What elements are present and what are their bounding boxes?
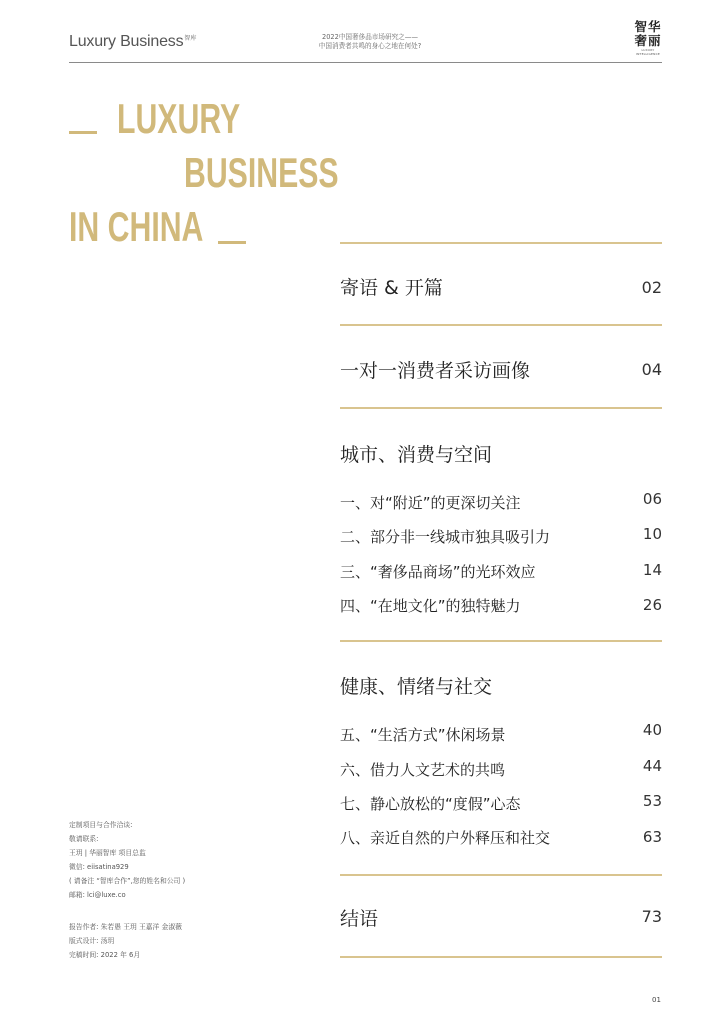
toc-divider xyxy=(340,874,662,876)
toc-item[interactable]: 一、对“附近”的更深切关注 xyxy=(340,494,521,512)
toc-divider xyxy=(340,407,662,409)
toc-item[interactable]: 七、静心放松的“度假”心态 xyxy=(340,795,521,813)
toc-divider xyxy=(340,956,662,958)
contact-credits xyxy=(69,818,185,902)
header-divider xyxy=(69,62,662,63)
toc-page-number: 53 xyxy=(642,792,662,810)
credit-line: 定制项目与合作洽谈: xyxy=(69,821,133,829)
logo-cn-line1: 智华 xyxy=(634,19,662,34)
brand-sub: 智库 xyxy=(184,36,197,42)
report-title-line2: 中国消费者共鸣的身心之地在何处? xyxy=(318,42,422,50)
toc-section-title[interactable]: 结语 xyxy=(340,908,379,930)
toc-page-number: 44 xyxy=(642,757,662,775)
report-title xyxy=(270,33,470,51)
page-number: 01 xyxy=(652,996,661,1004)
hero-dash-left xyxy=(69,131,97,134)
credit-line: 版式设计: 汤玥 xyxy=(69,937,115,945)
brand-name: Luxury Business xyxy=(69,33,184,50)
toc-page-number: 63 xyxy=(642,828,662,846)
report-title-line1: 2022中国奢侈品市场研究之—— xyxy=(322,33,418,41)
toc-item[interactable]: 五、“生活方式”休闲场景 xyxy=(340,726,506,744)
credit-line: 微信: eiisatina929 xyxy=(69,863,129,871)
toc-divider xyxy=(340,242,662,244)
hero-line3: IN CHINA xyxy=(69,203,204,250)
toc-page-number: 40 xyxy=(642,721,662,739)
toc-divider xyxy=(340,640,662,642)
toc-divider xyxy=(340,324,662,326)
toc-page-number: 06 xyxy=(642,490,662,508)
credit-line: 王玥 | 华丽智库 项目总监 xyxy=(69,849,146,857)
toc-section-title[interactable]: 一对一消费者采访画像 xyxy=(340,360,531,382)
logo-en-line1: LUXURY xyxy=(641,48,655,52)
credit-line: 完稿时间: 2022 年 6月 xyxy=(69,951,141,959)
logo-cn-line2: 奢丽 xyxy=(634,33,662,48)
logo-en-line2: INTELLIGENCE xyxy=(636,52,660,56)
toc-item[interactable]: 八、亲近自然的户外释压和社交 xyxy=(340,829,551,847)
publisher-logo xyxy=(634,20,662,56)
hero-dash-right xyxy=(218,241,246,244)
hero-line1: LUXURY xyxy=(117,95,241,142)
credit-line: 敬请联系: xyxy=(69,835,99,843)
toc-page-number: 04 xyxy=(641,360,662,379)
brand-wordmark xyxy=(69,33,196,51)
toc-section-title[interactable]: 寄语 & 开篇 xyxy=(340,277,443,299)
toc-item[interactable]: 六、借力人文艺术的共鸣 xyxy=(340,761,506,779)
toc-section-title: 健康、情绪与社交 xyxy=(340,676,493,698)
toc-page-number: 14 xyxy=(642,561,662,579)
credit-line[interactable]: 邮箱: lci@luxe.co xyxy=(69,891,126,899)
toc-page-number: 02 xyxy=(641,278,662,297)
credit-line: 报告作者: 朱若愚 王玥 王嘉洋 金淑薇 xyxy=(69,923,182,931)
toc-page-number: 10 xyxy=(642,525,662,543)
toc-section-title: 城市、消费与空间 xyxy=(340,444,493,466)
credit-line: ( 请备注 “智库合作”,您的姓名和公司 ) xyxy=(69,877,186,885)
toc-item[interactable]: 二、部分非一线城市独具吸引力 xyxy=(340,528,551,546)
hero-line2: BUSINESS xyxy=(184,149,339,196)
author-credits xyxy=(69,920,182,962)
toc-item[interactable]: 四、“在地文化”的独特魅力 xyxy=(340,597,521,615)
toc-item[interactable]: 三、“奢侈品商场”的光环效应 xyxy=(340,563,536,581)
toc-page-number: 26 xyxy=(642,596,662,614)
toc-page-number: 73 xyxy=(641,907,662,926)
